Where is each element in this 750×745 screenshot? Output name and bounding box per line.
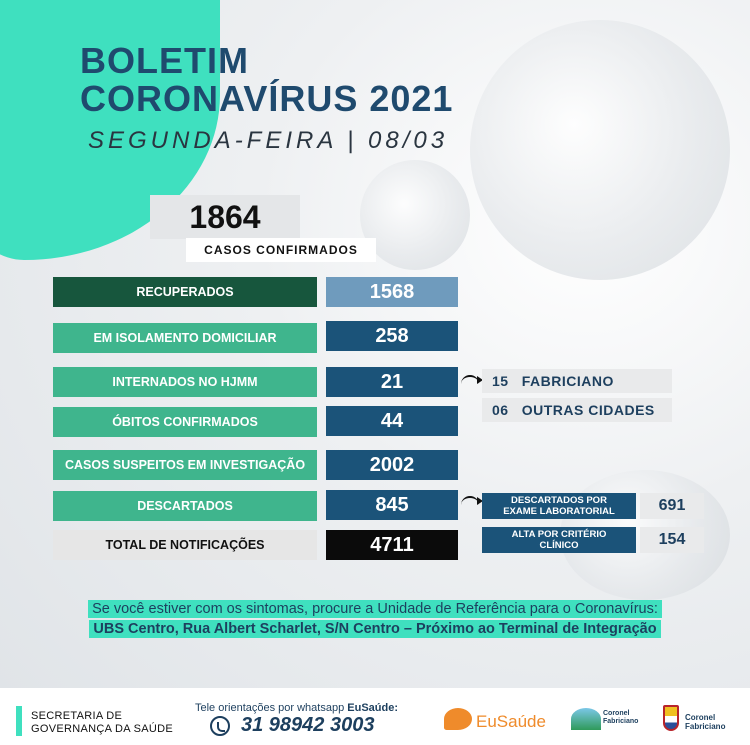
whatsapp-icon	[210, 716, 230, 736]
row-label-internados: INTERNADOS NO HJMM	[53, 367, 317, 397]
whatsapp-phone[interactable]: 31 98942 3003	[241, 714, 375, 736]
row-label-suspeitos: CASOS SUSPEITOS EM INVESTIGAÇÃO	[53, 450, 317, 480]
arrow-icon	[461, 496, 479, 506]
city-crest-line2: Fabriciano	[685, 722, 726, 731]
row-label-descartados: DESCARTADOS	[53, 491, 317, 521]
date-line: SEGUNDA-FEIRA | 08/03	[88, 127, 449, 154]
whatsapp-label	[195, 702, 398, 714]
city-crest-line1: Coronel	[685, 713, 716, 722]
breakdown-fabriciano-count: 15	[492, 373, 509, 389]
row-label-total: TOTAL DE NOTIFICAÇÕES	[53, 530, 317, 560]
virus-illustration	[470, 20, 730, 280]
secretaria-label	[31, 710, 173, 736]
symptoms-notice	[0, 600, 750, 638]
notice-line1: Se você estiver com os sintomas, procure a Unidade de Referência para o Coronavírus:	[88, 600, 662, 618]
virus-illustration-small	[360, 160, 470, 270]
discarded-lab-value: 691	[640, 493, 704, 519]
eusaude-logo-text: EuSaúde	[476, 712, 546, 731]
arrow-icon	[461, 375, 479, 385]
row-label-isolamento: EM ISOLAMENTO DOMICILIAR	[53, 323, 317, 353]
page-title	[80, 42, 453, 118]
secretaria-line2: GOVERNANÇA DA SAÚDE	[31, 723, 174, 735]
city-crest-logo	[663, 703, 743, 739]
city-crest-text	[685, 713, 725, 731]
row-value-isolamento: 258	[326, 321, 458, 351]
confirmed-cases-label: CASOS CONFIRMADOS	[186, 238, 376, 262]
discarded-lab-label-line1: DESCARTADOS POR	[511, 495, 607, 506]
crest-shield-icon	[663, 705, 679, 731]
title-line2: CORONAVÍRUS 2021	[80, 78, 454, 119]
breakdown-fabriciano	[482, 369, 672, 393]
prefeitura-logo	[571, 704, 641, 740]
discarded-clinical-label	[482, 527, 636, 553]
secretaria-line1: SECRETARIA DE	[31, 710, 123, 722]
prefeitura-arc-icon	[571, 708, 601, 730]
footer-accent-bar	[16, 706, 22, 736]
row-value-recuperados: 1568	[326, 277, 458, 307]
discarded-lab-label-line2: EXAME LABORATORIAL	[503, 506, 615, 517]
discarded-clinical-label-line2: CLÍNICO	[539, 540, 579, 551]
prefeitura-logo-line1: Coronel	[603, 710, 630, 717]
confirmed-cases-value: 1864	[150, 195, 300, 239]
row-value-internados: 21	[326, 367, 458, 397]
notice-line2: UBS Centro, Rua Albert Scharlet, S/N Centro – Próximo ao Terminal de Integração	[89, 620, 660, 638]
row-label-obitos: ÓBITOS CONFIRMADOS	[53, 407, 317, 437]
discarded-lab-label	[482, 493, 636, 519]
row-value-total: 4711	[326, 530, 458, 560]
breakdown-outras-city: OUTRAS CIDADES	[521, 402, 655, 418]
whatsapp-label-text: Tele orientações por whatsapp	[195, 702, 345, 714]
breakdown-outras	[482, 398, 672, 422]
title-line1: BOLETIM	[80, 40, 249, 81]
discarded-clinical-value: 154	[640, 527, 704, 553]
prefeitura-logo-line2: Fabriciano	[603, 718, 639, 725]
row-value-descartados: 845	[326, 490, 458, 520]
row-label-recuperados: RECUPERADOS	[53, 277, 317, 307]
eusaude-logo	[444, 708, 544, 738]
row-value-obitos: 44	[326, 406, 458, 436]
whatsapp-brand: EuSaúde:	[347, 702, 399, 714]
breakdown-outras-count: 06	[492, 402, 509, 418]
eusaude-bubble-icon	[444, 708, 472, 730]
prefeitura-logo-text	[603, 710, 638, 726]
discarded-clinical-label-line1: ALTA POR CRITÉRIO	[511, 529, 607, 540]
breakdown-fabriciano-city: FABRICIANO	[521, 373, 614, 389]
row-value-suspeitos: 2002	[326, 450, 458, 480]
